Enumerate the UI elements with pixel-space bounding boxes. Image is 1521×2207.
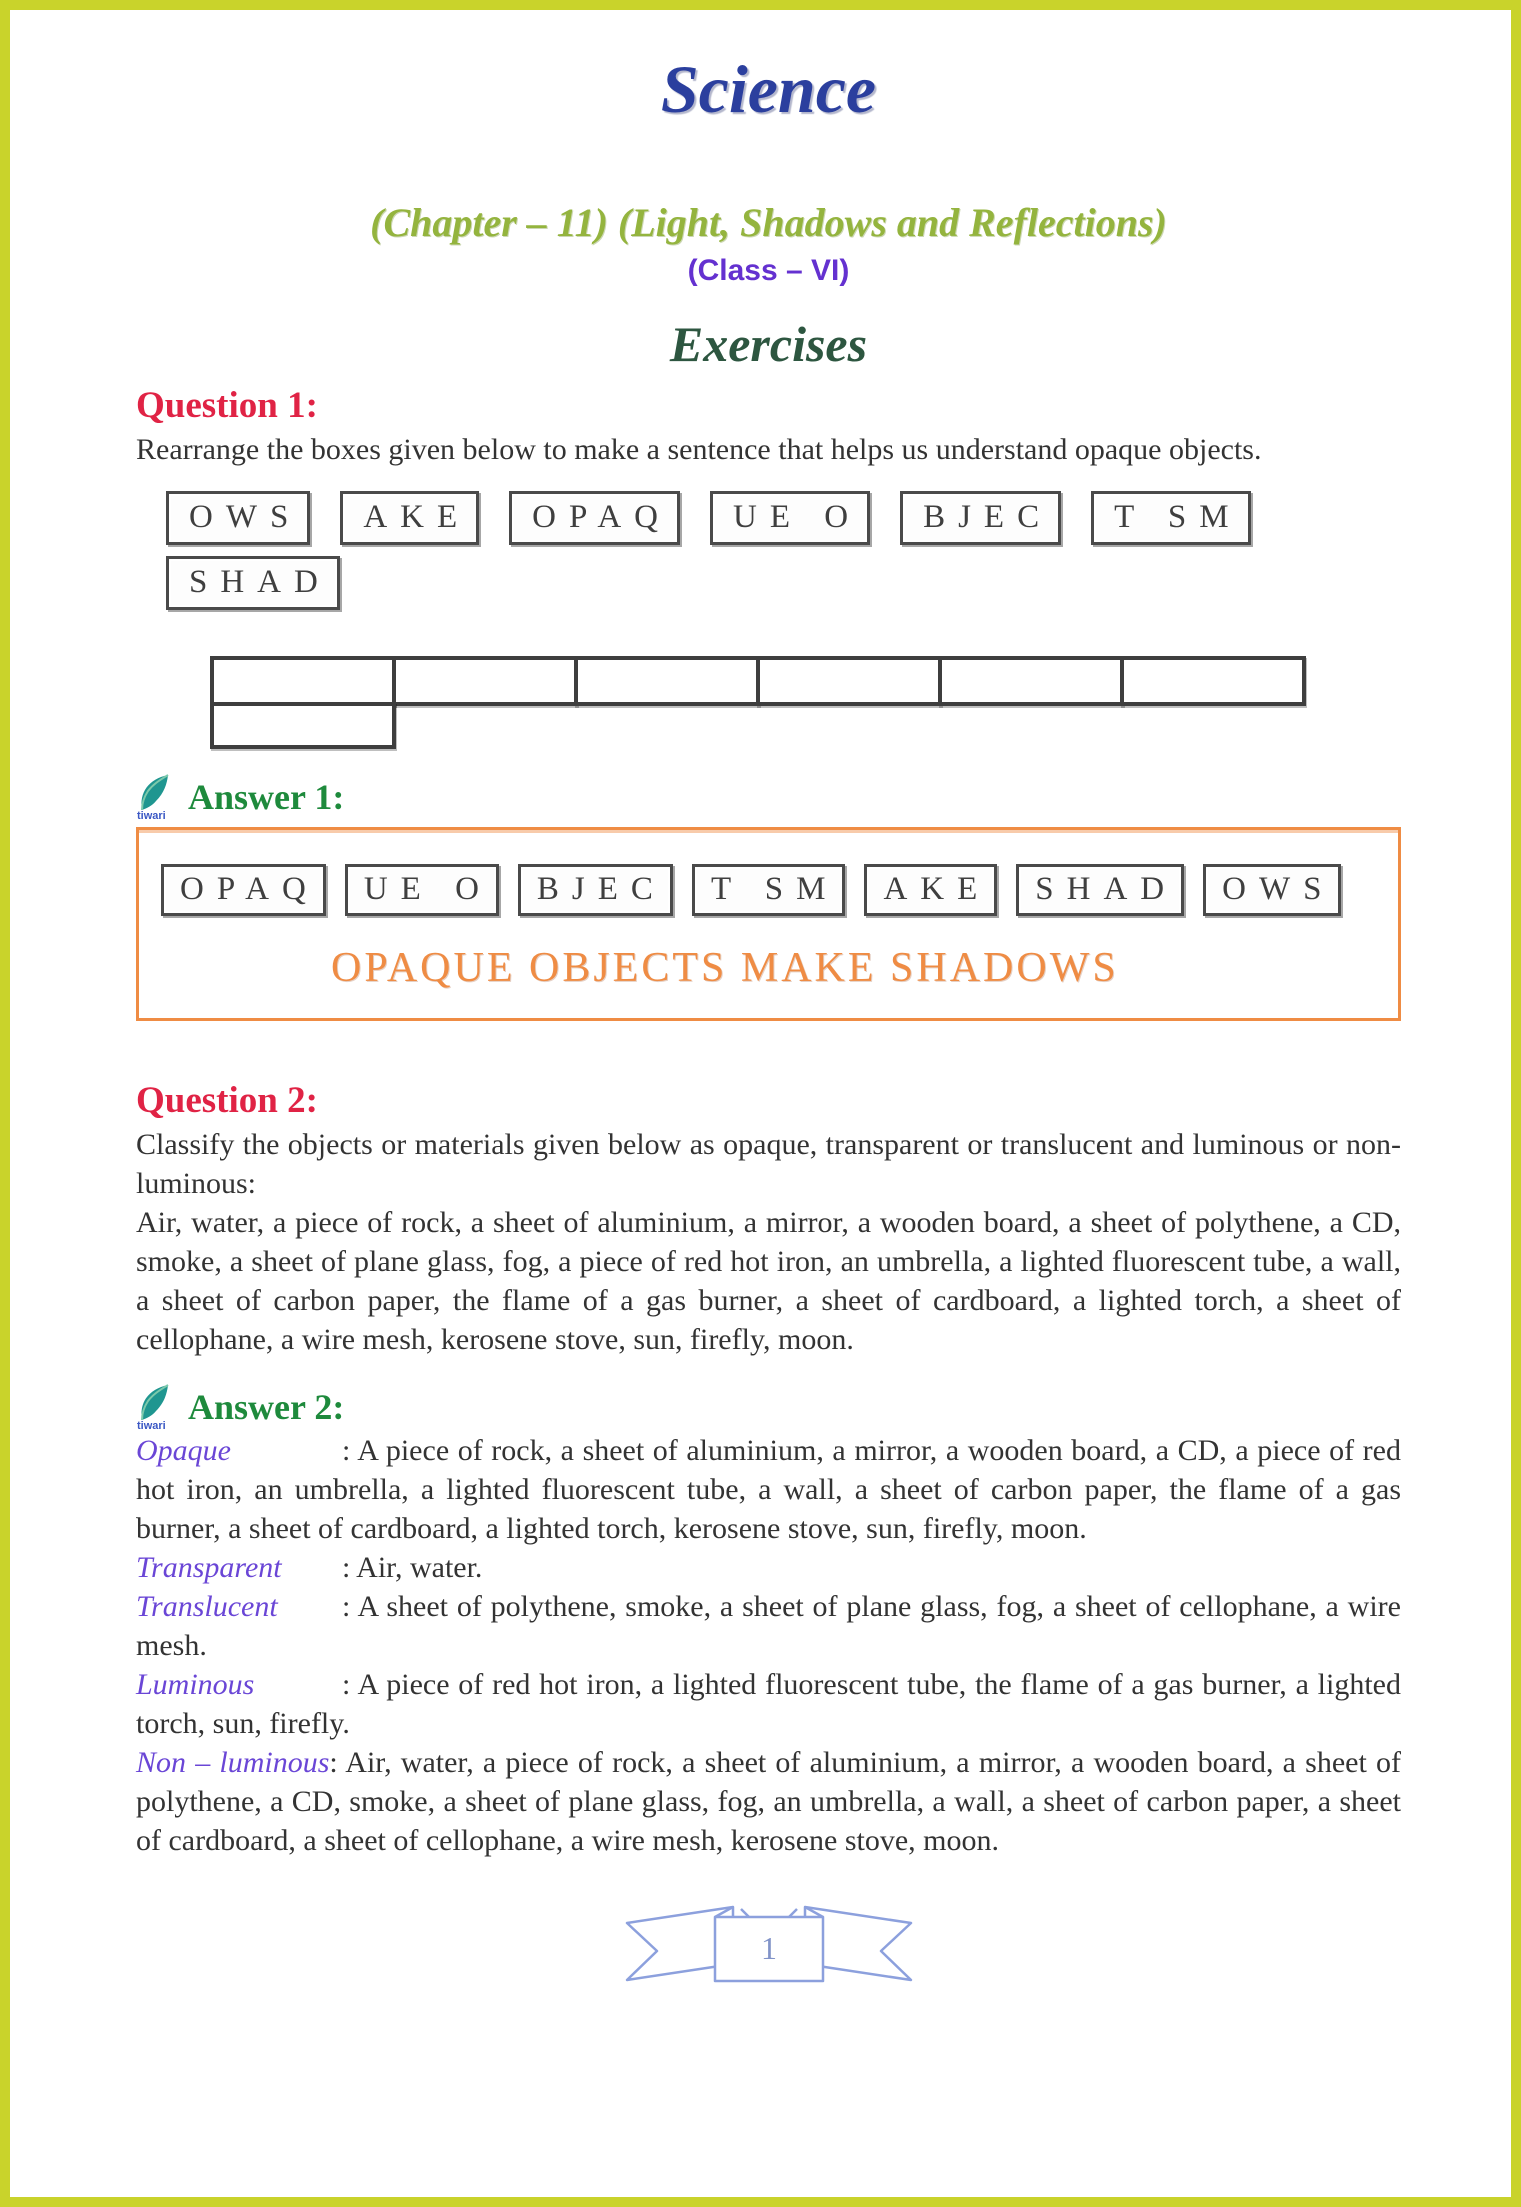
chapter-heading: (Chapter – 11) (Light, Shadows and Reflections) [370,200,1167,245]
page-title: Science [660,51,877,127]
a1-letter-tiles-row [161,864,1398,916]
category-items: : Air, water. [342,1551,483,1584]
blank-cell [1120,656,1306,706]
category-label-transparent: Transparent [136,1551,282,1584]
letter-tile: UE O [710,491,870,545]
classification-non-luminous [136,1743,1401,1860]
letter-tile: BJEC [518,864,673,916]
tiwari-leaf-logo-icon [136,773,178,821]
question-2-block [136,1077,1401,1359]
answer-1-sentence: OPAQUE OBJECTS MAKE SHADOWS [331,945,1119,991]
question-2-text-1: Classify the objects or materials given below as opaque, transparent or translucent and luminous or non-luminous: [136,1128,1401,1200]
question-1-text: Rearrange the boxes given below to make a sentence that helps us understand opaque objects. [136,433,1262,466]
letter-tile: T SM [692,864,846,916]
answer-1-heading [136,773,1401,821]
logo-wordmark: tiwari [137,810,166,821]
blank-cell [938,656,1124,706]
worksheet-page [10,10,1511,2197]
blank-cell [756,656,942,706]
letter-tile: UE O [345,864,499,916]
letter-tile: AKE [864,864,997,916]
classification-transparent [136,1548,1401,1587]
category-label-translucent: Translucent [136,1590,278,1623]
category-label-luminous: Luminous [136,1668,255,1701]
category-items: : A sheet of polythene, smoke, a sheet of plane glass, fog, a sheet of cellophane, a wire mesh. [136,1590,1401,1662]
blank-cell [574,656,760,706]
blank-cell [210,702,396,749]
letter-tile: SHAD [1016,864,1184,916]
class-heading: (Class – VI) [687,254,850,287]
letter-tile: OWS [166,491,310,545]
logo-wordmark: tiwari [137,1420,166,1431]
category-items: : A piece of red hot iron, a lighted fluorescent tube, the flame of a gas burner, a lighted torch, sun, firefly. [136,1668,1401,1740]
q1-answer-blank-grid [210,656,1401,749]
classification-opaque [136,1431,1401,1548]
answer-1-panel [136,827,1401,1021]
letter-tile: T SM [1091,491,1251,545]
q1-letter-tiles-row1 [166,491,1401,545]
blank-grid-row2 [210,706,1401,749]
answer-1-label: Answer 1: [188,777,345,817]
blank-cell [392,656,578,706]
answer-2-heading [136,1383,1401,1431]
page-number-ribbon [619,1900,919,1990]
letter-tile: OWS [1203,864,1341,916]
classification-luminous [136,1665,1401,1743]
category-items: : Air, water, a piece of rock, a sheet of aluminium, a mirror, a wooden board, a sheet of polythene, a CD, smoke, a sheet of plane glass, fog, an umbrella, a wall, a sheet of carbon paper, a sheet of cardboard, a sheet of cellophane, a wire mesh, kerosene stove, moon. [136,1746,1401,1857]
exercises-heading: Exercises [669,316,868,372]
blank-cell [210,656,396,706]
classification-translucent [136,1587,1401,1665]
letter-tile: OPAQ [509,491,680,545]
question-1-heading: Question 1: [136,385,318,426]
category-label-opaque: Opaque [136,1434,231,1467]
question-2-heading: Question 2: [136,1080,318,1121]
letter-tile: SHAD [166,556,340,610]
q1-letter-tiles-row2 [166,556,1401,610]
question-2-text-2: Air, water, a piece of rock, a sheet of aluminium, a mirror, a wooden board, a sheet of polythene, a CD, smoke, a sheet of plane glass, fog, a piece of red hot iron, an umbrella, a lighted fluorescent tube, a wall, a sheet of carbon paper, the flame of a gas burner, a sheet of cardboard, a lighted torch, a sheet of cellophane, a wire mesh, kerosene stove, sun, firefly, moon. [136,1206,1401,1356]
answer-2-label: Answer 2: [188,1387,345,1427]
letter-tile: AKE [340,491,479,545]
blank-grid-row1 [210,656,1401,706]
letter-tile: OPAQ [161,864,326,916]
category-items: : A piece of rock, a sheet of aluminium, a mirror, a wooden board, a CD, a piece of red hot iron, an umbrella, a lighted fluorescent tube, a wall, a sheet of carbon paper, the flame of a gas burner, a sheet of cardboard, a lighted torch, kerosene stove, sun, firefly, moon. [136,1434,1401,1545]
category-label-non-luminous: Non – luminous [136,1746,330,1779]
page-number: 1 [760,1930,777,1966]
tiwari-leaf-logo-icon [136,1383,178,1431]
letter-tile: BJEC [900,491,1061,545]
